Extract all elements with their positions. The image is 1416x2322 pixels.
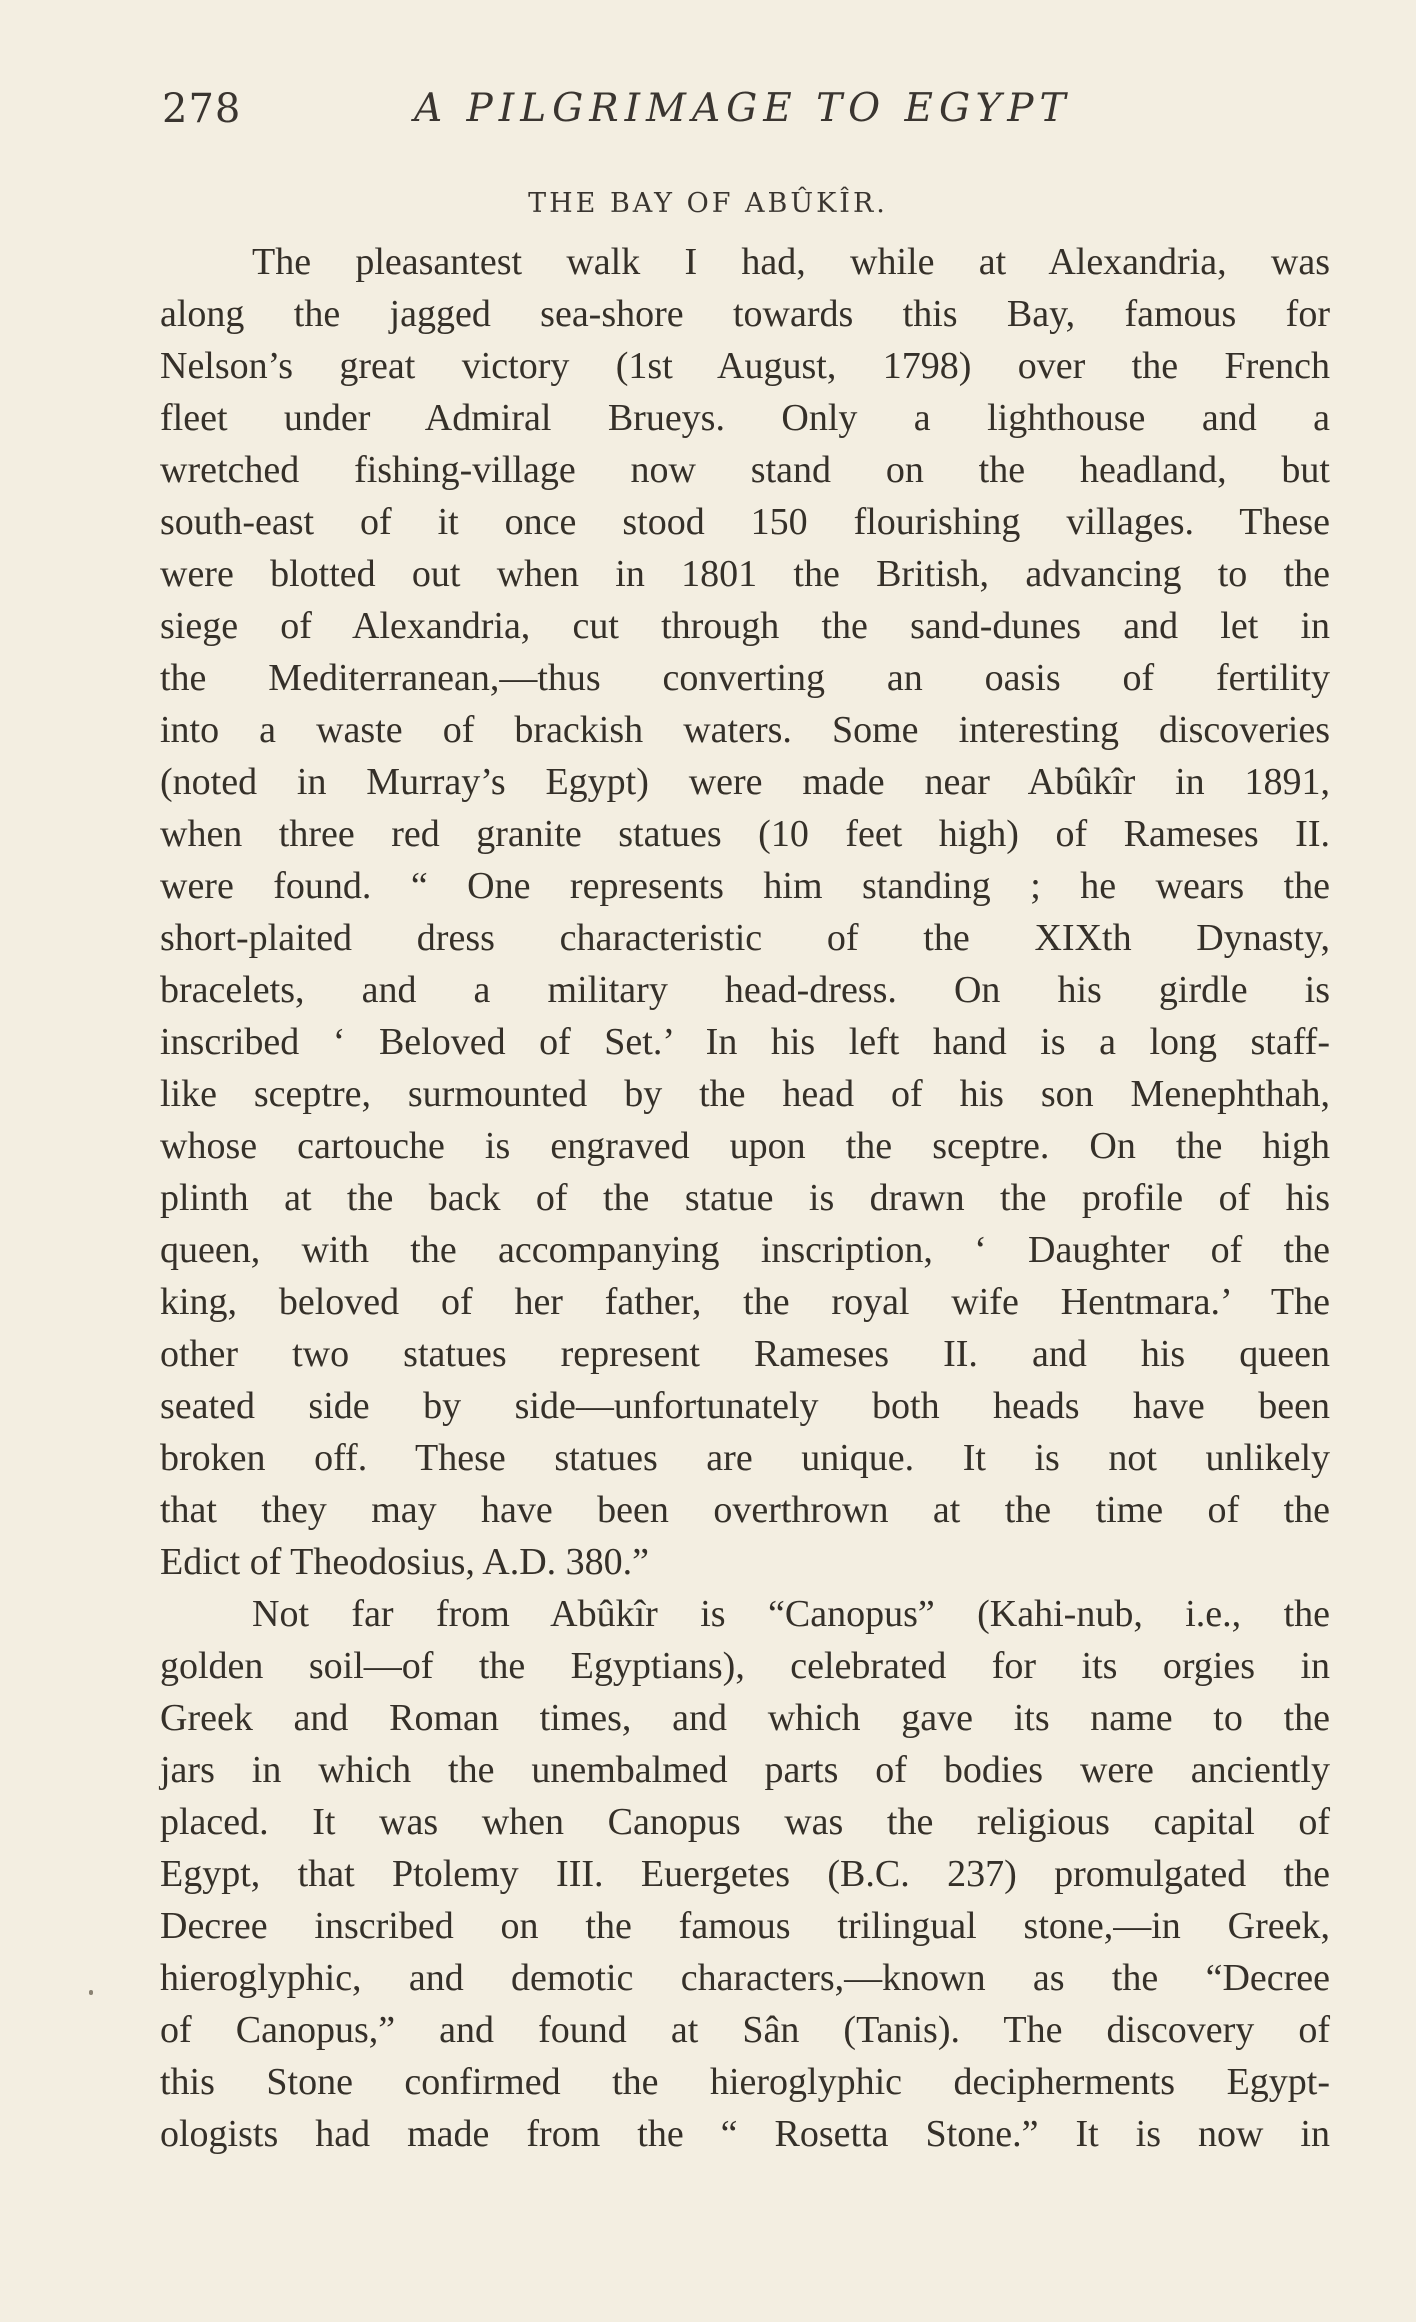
text-line: (noted in Murray’s Egypt) were made near Abûkîr in 1891, [160, 761, 1330, 803]
paper-speck [89, 1990, 93, 1995]
running-title: A PILGRIMAGE TO EGYPT [414, 86, 1072, 131]
text-line: Decree inscribed on the famous trilingual stone,—in Greek, [160, 1905, 1330, 1947]
text-line: jars in which the unembalmed parts of bodies were anciently [160, 1749, 1330, 1791]
text-line: Egypt, that Ptolemy III. Euergetes (B.C. 237) promulgated the [160, 1853, 1330, 1895]
text-line: south-east of it once stood 150 flourishing villages. These [160, 501, 1330, 543]
text-line: golden soil—of the Egyptians), celebrated for its orgies in [160, 1645, 1330, 1687]
text-line: fleet under Admiral Brueys. Only a lighthouse and a [160, 397, 1330, 439]
text-line: Edict of Theodosius, A.D. 380.” [160, 1541, 650, 1583]
text-line: that they may have been overthrown at the time of the [160, 1489, 1330, 1531]
text-line: along the jagged sea-shore towards this Bay, famous for [160, 293, 1330, 335]
text-line: were blotted out when in 1801 the British, advancing to the [160, 553, 1330, 595]
text-line: siege of Alexandria, cut through the sand-dunes and let in [160, 605, 1330, 647]
text-line: king, beloved of her father, the royal wife Hentmara.’ The [160, 1281, 1330, 1323]
text-line: Not far from Abûkîr is “Canopus” (Kahi-nub, i.e., the [252, 1593, 1330, 1635]
text-line: like sceptre, surmounted by the head of his son Menephthah, [160, 1073, 1330, 1115]
text-line: the Mediterranean,—thus converting an oasis of fertility [160, 657, 1330, 699]
page-header [162, 86, 1312, 146]
text-line: were found. “ One represents him standing ; he wears the [160, 865, 1330, 907]
text-line: of Canopus,” and found at Sân (Tanis). The discovery of [160, 2009, 1330, 2051]
text-line: plinth at the back of the statue is drawn the profile of his [160, 1177, 1330, 1219]
text-line: wretched fishing-village now stand on the headland, but [160, 449, 1330, 491]
text-line: this Stone confirmed the hieroglyphic decipherments Egypt- [160, 2061, 1330, 2103]
section-heading: THE BAY OF ABÛKÎR. [528, 188, 888, 219]
text-line: Nelson’s great victory (1st August, 1798) over the French [160, 345, 1330, 387]
text-line: hieroglyphic, and demotic characters,—known as the “Decree [160, 1957, 1330, 1999]
text-line: inscribed ‘ Beloved of Set.’ In his left hand is a long staff- [160, 1021, 1330, 1063]
text-line: ologists had made from the “ Rosetta Stone.” It is now in [160, 2113, 1330, 2155]
text-line: placed. It was when Canopus was the religious capital of [160, 1801, 1330, 1843]
text-line: into a waste of brackish waters. Some interesting discoveries [160, 709, 1330, 751]
text-line: Greek and Roman times, and which gave its name to the [160, 1697, 1330, 1739]
text-line: queen, with the accompanying inscription, ‘ Daughter of the [160, 1229, 1330, 1271]
text-line: seated side by side—unfortunately both heads have been [160, 1385, 1330, 1427]
text-line: bracelets, and a military head-dress. On his girdle is [160, 969, 1330, 1011]
body-text [160, 236, 1330, 2160]
text-line: other two statues represent Rameses II. and his queen [160, 1333, 1330, 1375]
page-number: 278 [162, 86, 242, 132]
text-line: short-plaited dress characteristic of the XIXth Dynasty, [160, 917, 1330, 959]
text-line: The pleasantest walk I had, while at Alexandria, was [252, 241, 1330, 283]
text-line: when three red granite statues (10 feet high) of Rameses II. [160, 813, 1330, 855]
text-line: whose cartouche is engraved upon the sceptre. On the high [160, 1125, 1330, 1167]
text-line: broken off. These statues are unique. It is not unlikely [160, 1437, 1330, 1479]
